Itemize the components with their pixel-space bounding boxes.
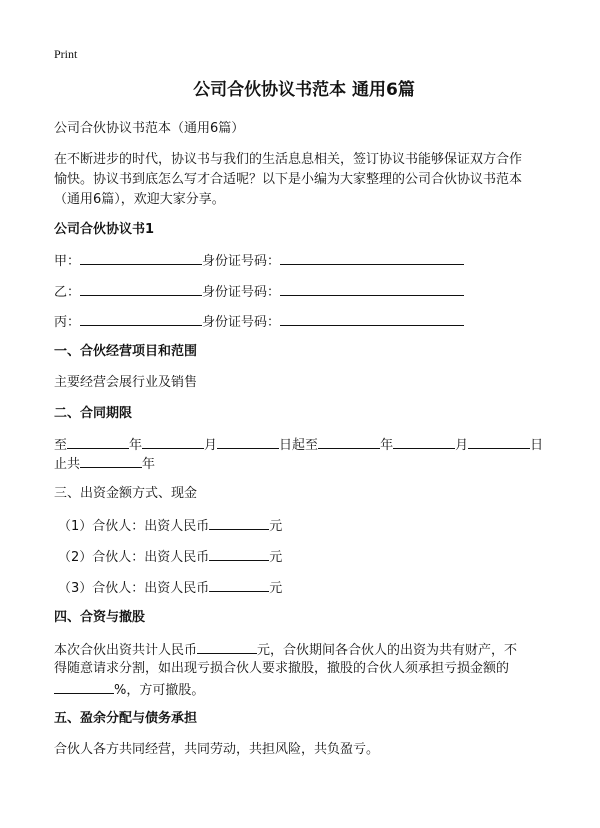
- partner-row-1: [58, 515, 282, 537]
- section-5-heading: 五、盈余分配与债务承担: [54, 711, 198, 726]
- term-text: 日: [530, 438, 544, 453]
- term-text: 年: [380, 438, 394, 453]
- intro-line-3: （通用6篇），欢迎大家分享。: [54, 192, 225, 207]
- party-label: 丙：: [54, 315, 81, 330]
- blank-line: [217, 434, 279, 449]
- blank-line: [468, 434, 530, 449]
- document-subtitle: 公司合伙协议书范本（通用6篇）: [54, 121, 245, 136]
- partner-label: （1）合伙人：出资人民币: [58, 519, 210, 534]
- section-2-heading: 二、合同期限: [54, 406, 133, 421]
- blank-line: [80, 250, 202, 265]
- partner-unit: 元: [269, 581, 283, 596]
- blank-line: [54, 679, 114, 694]
- blank-line: [209, 577, 269, 592]
- id-label: 身份证号码：: [202, 285, 281, 300]
- blank-line: [209, 546, 269, 561]
- blank-line: [318, 434, 380, 449]
- section-4-text: %，方可撤股。: [114, 683, 205, 698]
- term-text: 止共: [54, 457, 81, 472]
- blank-line: [142, 434, 204, 449]
- party-row-yi: [54, 281, 464, 303]
- blank-line: [209, 515, 269, 530]
- blank-line: [280, 311, 464, 326]
- section-title: 公司合伙协议书1: [54, 222, 155, 237]
- blank-line: [393, 434, 455, 449]
- section-4-text: 元，合伙期间各合伙人的出资为共有财产，不: [257, 643, 518, 658]
- blank-line: [280, 250, 464, 265]
- partner-label: （3）合伙人：出资人民币: [58, 581, 210, 596]
- term-line-2: [54, 453, 155, 475]
- party-label: 甲：: [54, 254, 81, 269]
- section-5-text: 合伙人各方共同经营，共同劳动，共担风险，共负盈亏。: [54, 742, 380, 757]
- party-row-bing: [54, 311, 464, 333]
- party-label: 乙：: [54, 285, 81, 300]
- section-4-line-2: 得随意请求分割，如出现亏损合伙人要求撤股，撤股的合伙人须承担亏损金额的: [54, 661, 510, 676]
- intro-line-2: 愉快。协议书到底怎么写才合适呢？以下是小编为大家整理的公司合伙协议书范本: [54, 172, 523, 187]
- section-4-text: 本次合伙出资共计人民币: [54, 643, 198, 658]
- partner-unit: 元: [269, 519, 283, 534]
- term-text: 日起至: [279, 438, 319, 453]
- partner-label: （2）合伙人：出资人民币: [58, 550, 210, 565]
- term-text: 至: [54, 438, 68, 453]
- blank-line: [80, 281, 202, 296]
- term-text: 月: [204, 438, 218, 453]
- partner-row-3: [58, 577, 282, 599]
- partner-row-2: [58, 546, 282, 568]
- section-1-text: 主要经营会展行业及销售: [54, 375, 198, 390]
- blank-line: [197, 639, 257, 654]
- section-1-heading: 一、合伙经营项目和范围: [54, 344, 198, 359]
- blank-line: [80, 453, 142, 468]
- print-link[interactable]: Print: [54, 47, 78, 61]
- term-text: 年: [129, 438, 143, 453]
- section-4-heading: 四、合资与撤股: [54, 610, 146, 625]
- blank-line: [67, 434, 129, 449]
- party-row-jia: [54, 250, 464, 272]
- document-title: 公司合伙协议书范本 通用6篇: [193, 80, 415, 100]
- section-4-line-1: [54, 639, 517, 661]
- section-3-heading: 三、出资金额方式、现金: [54, 486, 198, 501]
- id-label: 身份证号码：: [202, 254, 281, 269]
- id-label: 身份证号码：: [202, 315, 281, 330]
- intro-line-1: 在不断进步的时代，协议书与我们的生活息息相关，签订协议书能够保证双方合作: [54, 152, 523, 167]
- term-text: 年: [142, 457, 156, 472]
- partner-unit: 元: [269, 550, 283, 565]
- blank-line: [80, 311, 202, 326]
- section-4-line-3: [54, 679, 204, 701]
- term-text: 月: [455, 438, 469, 453]
- blank-line: [280, 281, 464, 296]
